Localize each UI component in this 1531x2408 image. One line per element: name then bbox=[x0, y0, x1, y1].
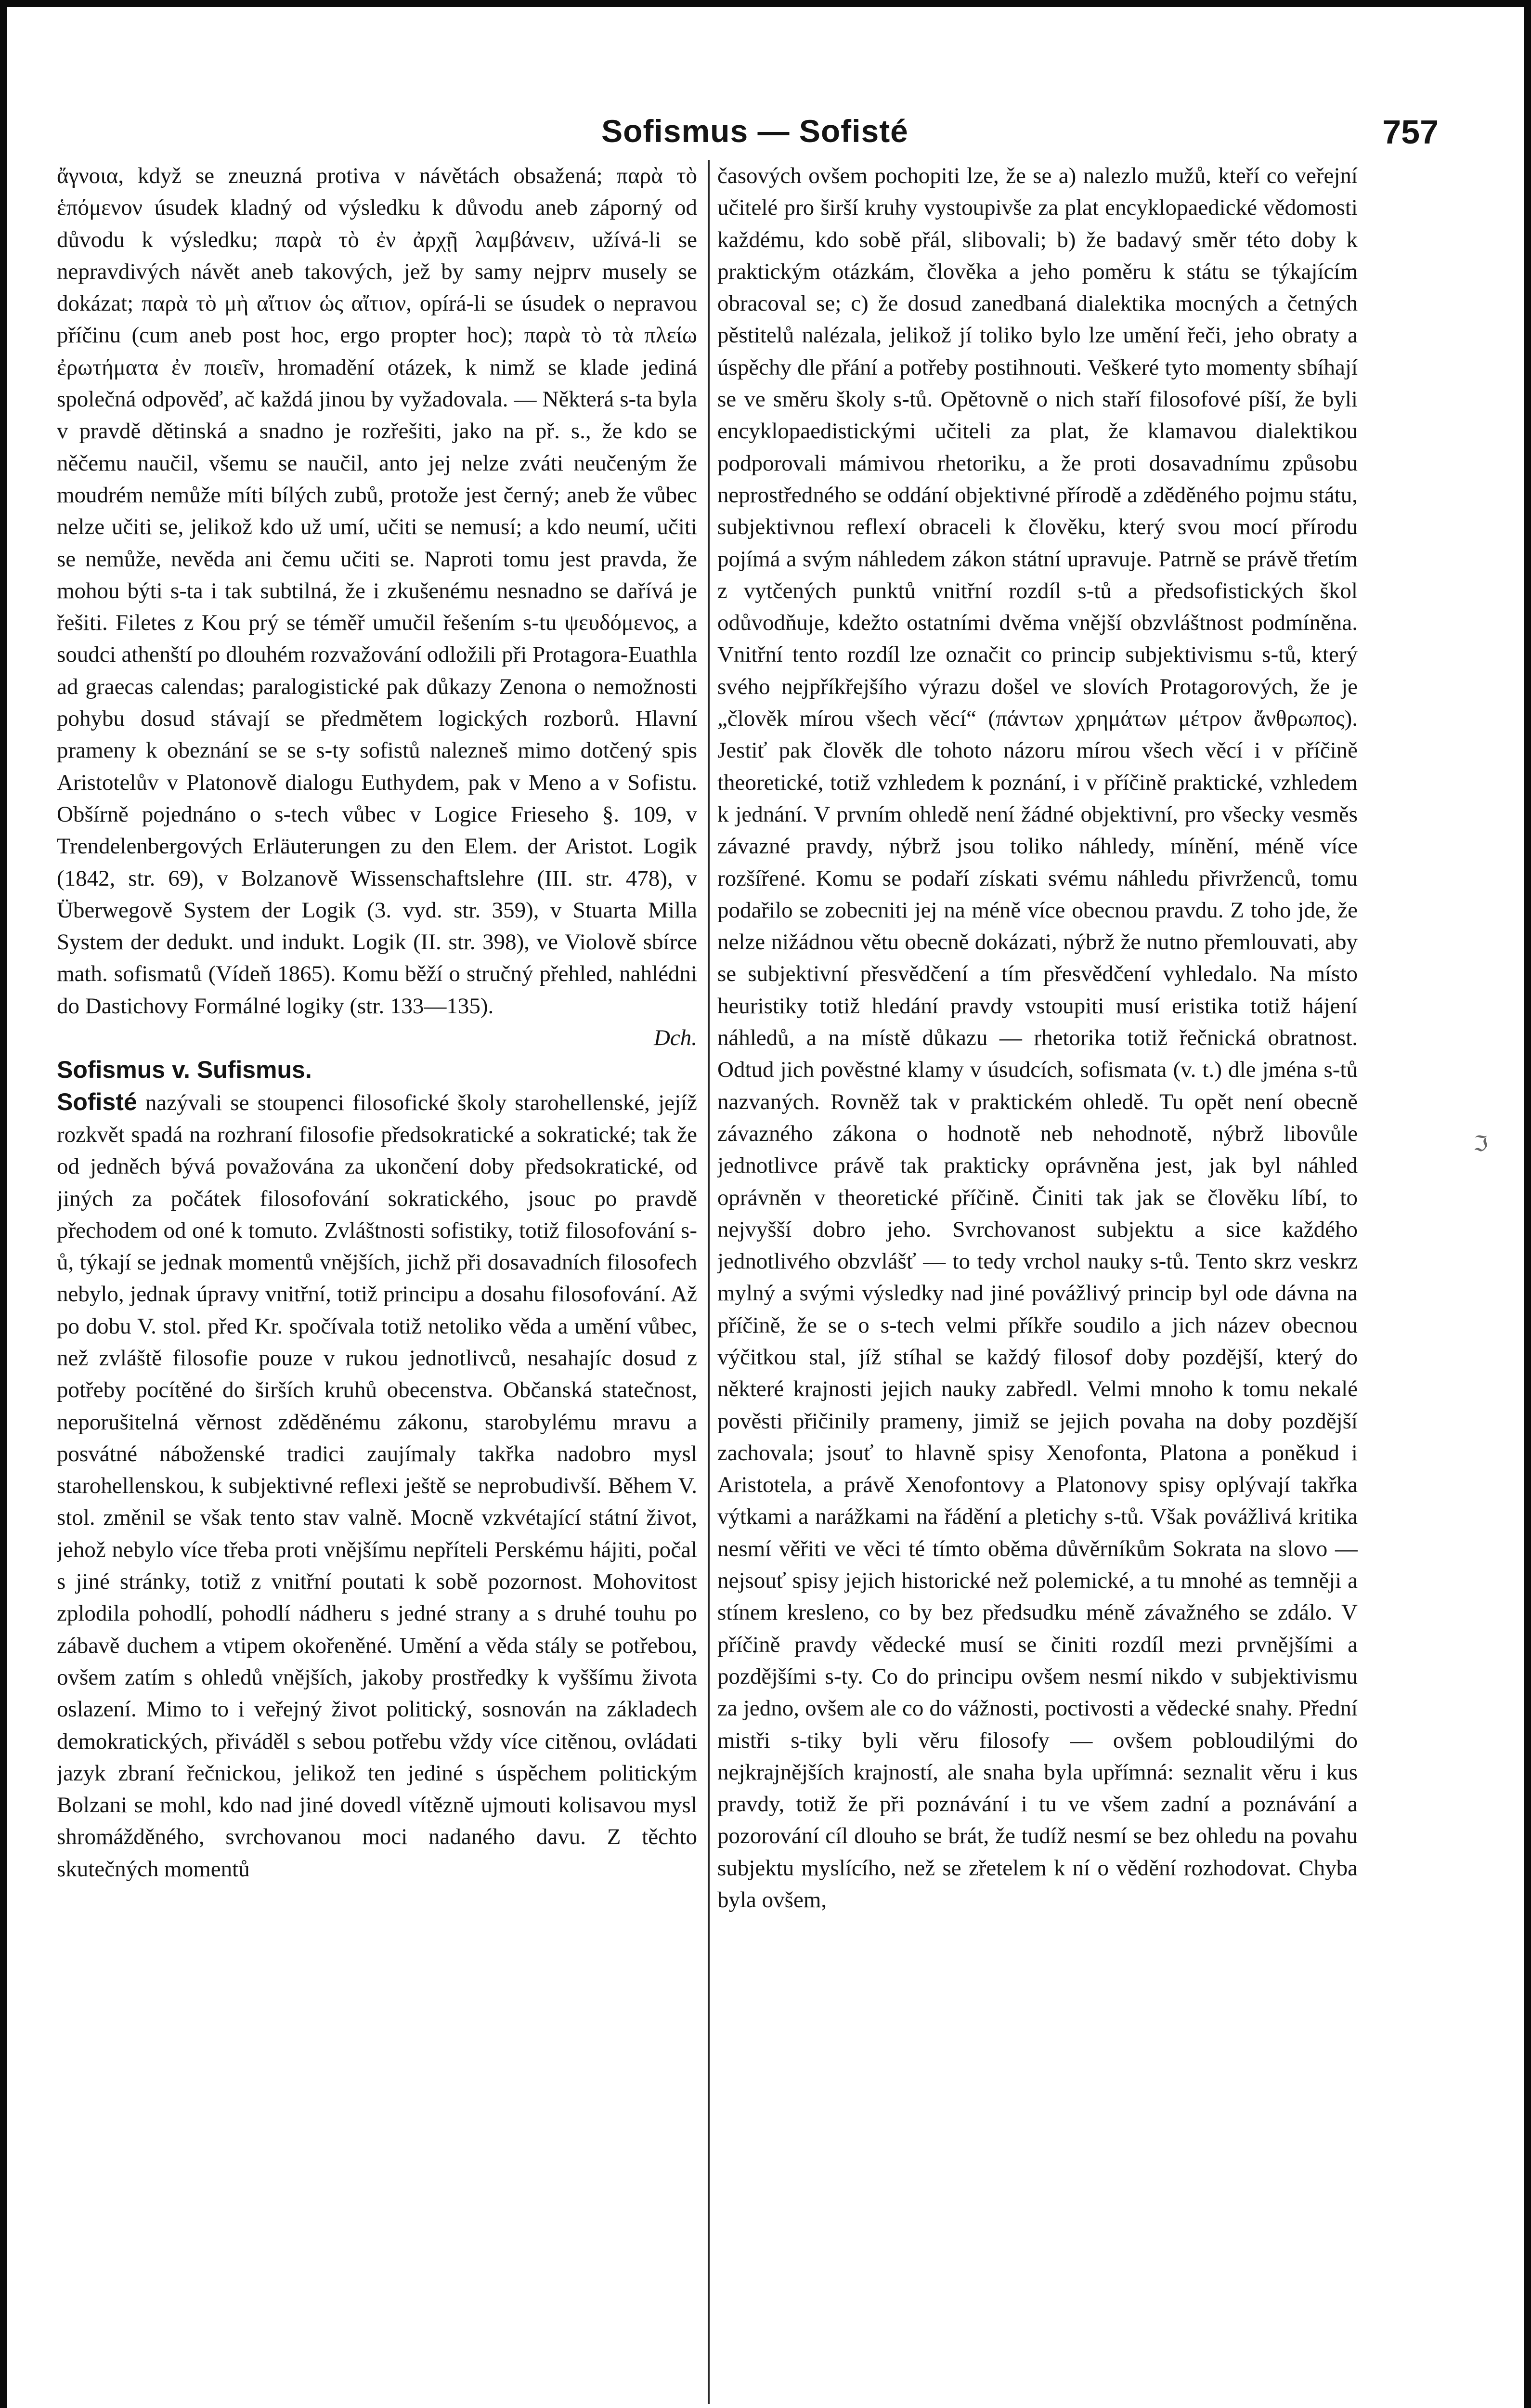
page-header bbox=[57, 113, 1453, 156]
left-column bbox=[57, 160, 697, 2404]
margin-pencil-mark: ℑ bbox=[1473, 1132, 1488, 1156]
author-signature: Dch. bbox=[653, 1025, 697, 1051]
scan-border-right bbox=[1524, 0, 1531, 2408]
entry-sofiste-text: nazývali se stoupenci filosofické školy starohellenské, jejíž rozkvět spadá na rozhraní filosofie předsokratické a sokratické; tak že od jedněch bývá považována za ukončení doby předsokratické, od jiných za počátek filosofování sokratického, jsouc po pravdě přechodem od oné k tomuto. Zvláštnosti sofistiky, totiž filosofování s-ů, týkají se jednak momentů vnějších, jichž při dosavadních filosofech nebylo, jednak úpravy vnitřní, totiž principu a dosahu filosofování. Až po dobu V. stol. před Kr. spočívala totiž netoliko věda a umění vůbec, než zvláště filosofie pouze v rukou jednotlivců, nesahajíc dosud z potřeby pocítěné do širších kruhů obecenstva. Občanská statečnost, neporušitelná věrnost zděděnému zákonu, starobylému mravu a posvátné náboženské tradici zaujímaly takřka nadobro mysl starohellenskou, k subjektivné reflexi ještě se neprobudivší. Během V. stol. změnil se však tento stav valně. Mocně vzkvétající státní život, jehož nebylo více třeba proti vnějšímu nepříteli Perskému hájiti, počal s jiné stránky, totiž z vnitřní poutati k sobě pozornost. Mohovitost zplodila pohodlí, pohodlí nádheru s jedné strany a s druhé touhu po zábavě duchem a vtipem okořeněné. Umění a věda stály se potřebou, ovšem zatím s ohledů vnějších, jakoby prostředky k vyššímu života oslazení. Mimo to i veřejný život politický, sosnován na základech demokratických, přiváděl s sebou potřebu vždy více citěnou, ovládati jazyk zbraní řečnickou, jelikož ten jediné s úspěchem politickým Bolzani se mohl, kdo nad jiné dovedl vítězně ujmouti kolisavou mysl shromážděného, svrchovanou moci nadaného davu. Z těchto skutečných momentů bbox=[57, 1090, 697, 1882]
entry-sofismus-crossref: Sofismus v. Sufismus. bbox=[57, 1056, 312, 1084]
running-title: Sofismus — Sofisté bbox=[601, 113, 908, 149]
scan-border-top bbox=[0, 0, 1531, 7]
column-divider bbox=[708, 160, 710, 2404]
right-column bbox=[717, 160, 1358, 2404]
sofismus-continuation-paragraph: ἄγνοια, když se zneuzná protiva v návětách obsažená; παρὰ τὸ ἑπόμενον úsudek kladný od výsledku k důvodu aneb záporný od důvodu k výsledku; παρὰ τὸ ἐν ἀρχῇ λαμβάνειν, užívá-li se nepravdivých návět aneb takových, jež by samy nejprv musely se dokázat; παρὰ τὸ μὴ αἴτιον ὡς αἴτιον, opírá-li se úsudek o nepravou příčinu (cum aneb post hoc, ergo propter hoc); παρὰ τὸ τὰ πλείω ἐρωτήματα ἐν ποιεῖν, hromadění otázek, k nimž se klade jediná společná odpověď, ač každá jinou by vyžadovala. — Některá s-ta byla v pravdě dětinská a snadno je rozřešiti, jako na př. s., že kdo se něčemu naučil, všemu se naučil, anto jej nelze zváti neučeným že moudrém nemůže míti bílých zubů, protože jest černý; aneb že vůbec nelze učiti se, jelikož kdo už umí, učiti se nemusí; a kdo neumí, učiti se nemůže, nevěda ani čemu učiti se. Naproti tomu jest pravda, že mohou býti s-ta i tak subtilná, že i zkušenému nesnadno se dařívá je řešiti. Filetes z Kou prý se téměř umučil řešením s-tu ψευδόμενος, a soudci athenští po dlouhém rozvažování odložili při Protagora-Euathla ad graecas calendas; paralogistické pak důkazy Zenona o nemožnosti pohybu dosud stávají se předmětem logických rozborů. Hlavní prameny k obeznání se se s-ty sofistů nalezneš mimo dotčený spis Aristotelův v Platonově dialogu Euthydem, pak v Meno a v Sofistu. Obšírně pojednáno o s-tech vůbec v Logice Frieseho §. 109, v Trendelenbergových Erläuterungen zu den Elem. der Aristot. Logik (1842, str. 69), v Bolzanově Wissenschaftslehre (III. str. 478), v Überwegově System der Logik (3. vyd. str. 359), v Stuarta Milla System der dedukt. und indukt. Logik (II. str. 398), ve Violově sbírce math. sofismatů (Vídeň 1865). Komu běží o stručný přehled, nahlédni do Dastichovy Formálné logiky (str. 133—135). bbox=[57, 163, 697, 1019]
page bbox=[57, 95, 1453, 2408]
scan-border-left bbox=[0, 0, 7, 2408]
sofiste-continuation-paragraph: časových ovšem pochopiti lze, že se a) nalezlo mužů, kteří co veřejní učitelé pro širší kruhy vystoupivše za plat encyklopaedické vědomosti každému, kdo sobě přál, slibovali; b) že badavý směr této doby k praktickým otázkám, člověka a jeho poměru k státu se týkajícím obracoval se; c) že dosud zanedbaná dialektika mocných a četných pěstitelů nalézala, jelikož jí toliko bylo lze umění řeči, jeho obraty a úspěchy dle přání a potřeby postihnouti. Veškeré tyto momenty sbíhají se ve směru školy s-tů. Opětovně o nich staří filosofové píší, že byli encyklopaedistickými učiteli za plat, že klamavou dialektikou podporovali mámivou rhetoriku, a že proti dosavadnímu způsobu neprostředného se oddání objektivné přírodě a zděděného pojmu státu, subjektivnou reflexí obraceli k člověku, který svou mocí přírodu pojímá a svým náhledem zákon státní upravuje. Patrně se právě třetím z vytčených punktů vnitřní rozdíl s-tů a předsofistických škol odůvodňuje, kdežto ostatními dvěma vnější obzvláštnost podmíněna. Vnitřní tento rozdíl lze označit co princip subjektivismu s-tů, který svého nejpříkřejšího výrazu došel ve slovích Protagorových, že je „člověk mírou všech věcí“ (πάντων χρημάτων μέτρον ἄνθρωπος). Jestiť pak člověk dle tohoto názoru mírou všech věcí i v příčině theoretické, totiž vzhledem k poznání, i v příčině praktické, vzhledem k jednání. V prvním ohledě není žádné objektivní, pro všecky vesměs závazné pravdy, nýbrž jsou toliko náhledy, mínění, méně více rozšířené. Komu se podaří získati svému náhledu přivrženců, tomu podařilo se zobecniti jej na méně více obecnou pravdu. Z toho jde, že nelze nižádnou větu obecně dokázati, nýbrž že nutno přemlouvati, aby se subjektivní přesvědčení a tím přesvědčení vyhledalo. Na místo heuristiky totiž hledání pravdy vstoupiti musí eristika totiž hájení náhledů, a na místě důkazu — rhetorika totiž řečnická obratnost. Odtud jich pověstné klamy v úsudcích, sofismata (v. t.) dle jména s-tů nazvaných. Rovněž tak v praktickém ohledě. Tu opět není obecně závazného zákona o hodnotě neb nehodnotě, nýbrž libovůle jednotlivce právě tak prakticky oprávněna jest, jak byl náhled oprávněn v theoretické příčině. Činiti tak jak se člověku líbí, to nejvyšší dobro jeho. Svrchovanost subjektu a sice každého jednotlivého obzvlášť — to tedy vrchol nauky s-tů. Tento skrz veskrz mylný a svými výsledky nad jiné povážlivý princip byl ode dávna na příčině, že se o s-tech velmi příkře soudilo a jich název obecnou výčitkou stal, jíž stíhal se každý filosof doby pozdější, který do některé krajnosti jejich nauky zabředl. Velmi mnoho k tomu nekalé pověsti přičinily prameny, jimiž se jejich povaha na doby pozdější zachovala; jsouť to hlavně spisy Xenofonta, Platona a poněkud i Aristotela, a právě Xenofontovy a Platonovy spisy oplývají takřka výtkami a narážkami na řádění a pletichy s-tů. Však povážlivá kritika nesmí věřiti ve věci té tímto oběma důvěrníkům Sokrata na slovo — nejsouť spisy jejich historické než polemické, a tu mnohé as temněji a stínem kresleno, co by bez předsudku méně závažného se zdálo. V příčině pravdy vědecké musí se činiti rozdíl mezi prvnějšími a pozdějšími s-ty. Co do principu ovšem nesmí nikdo v subjektivismu za jedno, ovšem ale co do vážnosti, poctivosti a vědecké snahy. Přední mistři s-tiky byli věru filosofy — ovšem pobloudilými do nejkrajnějších krajností, ale snaha byla upřímná: seznalit věru i kus pravdy, totiž že při poznávání i tu ve všem zadní a poznávání a pozorování cíl dlouho se brát, že tudíž nesmí se bez ohledu na povahu subjektu myslícího, než se zřetelem k ní o vědění rozhodovat. Chyba byla ovšem, bbox=[717, 163, 1358, 1913]
entry-sofiste bbox=[57, 1086, 697, 1885]
entry-sofiste-headword: Sofisté bbox=[57, 1088, 137, 1115]
page-number: 757 bbox=[1382, 113, 1439, 151]
